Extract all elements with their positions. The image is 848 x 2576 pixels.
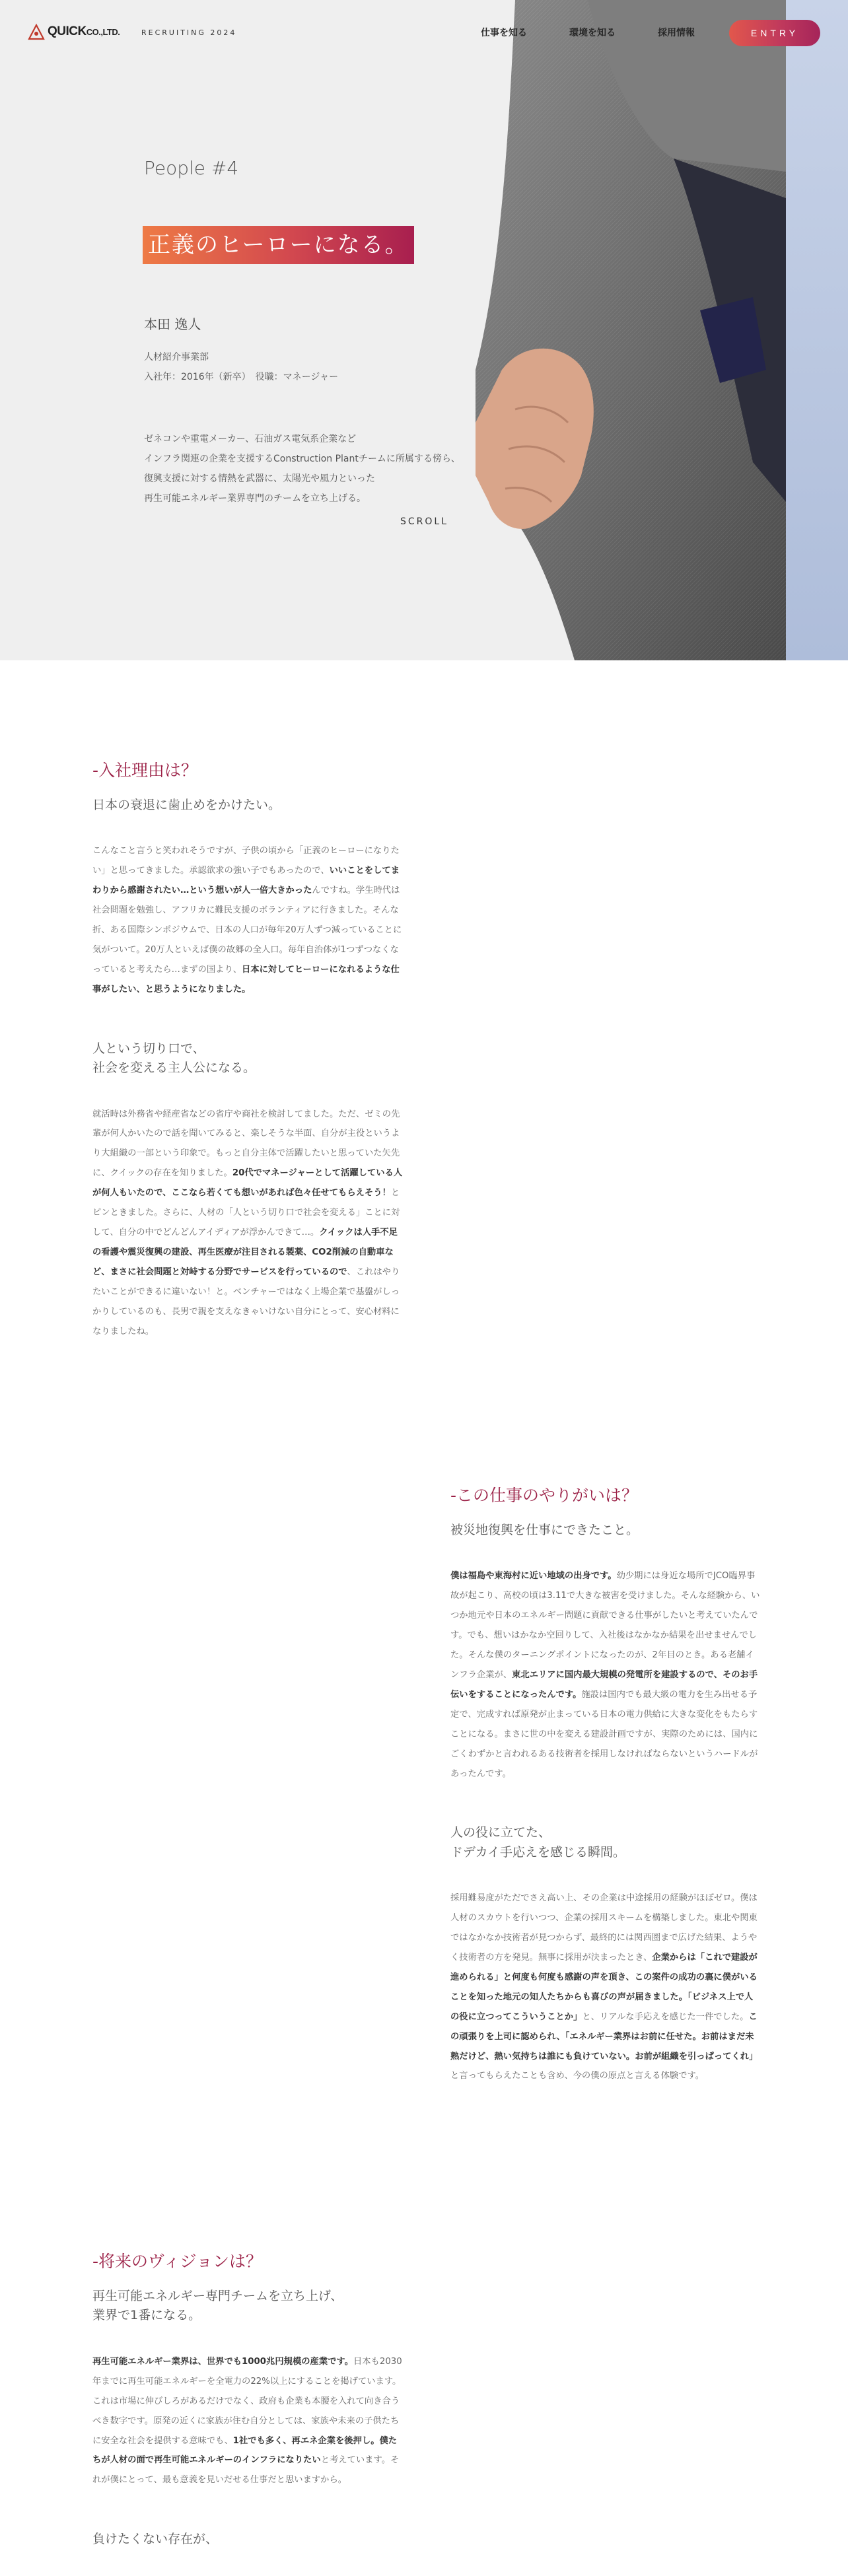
hero-desc-line: インフラ関連の企業を支援するConstruction Plantチームに所属する傍ら、 (144, 454, 460, 465)
nav-item-environment[interactable]: 環境を知る (569, 28, 616, 38)
hero-description (144, 429, 474, 508)
section-subheading (92, 2287, 403, 2326)
section-heading: -将来のヴィジョンは？ (92, 2252, 263, 2271)
hero-title: 正義のヒーローになる。 (143, 226, 414, 264)
section-subheading (92, 1039, 403, 1078)
emphasis-text: 企業からは「これで建設が進められる」と何度も何度も感謝の声を頂き、この案件の成功の裏に僕がいることを知った地元の知人たちからも喜びの声が届きました。「ビジネス上で人の役に立つってこういうことか」 (450, 1953, 758, 2022)
nav-item-recruit-info[interactable]: 採用情報 (658, 28, 695, 38)
logo-mark-icon (28, 23, 45, 40)
section-body (92, 2352, 403, 2490)
body-segment: 施設は国内でも最大級の電力を生み出せる予定で、完成すれば原発が止まっている日本の電力供給に大きな変化をもたらすことになる。まさに世の中を変える建設計画ですが、実際のためには、国内にごくわずかと言われるある技術者を採用しなければならないというハードルがあったんです。 (450, 1689, 758, 1779)
body-segment: と言ってもらえたことも含め、今の僕の原点と言える体験です。 (450, 2071, 705, 2081)
hero-desc-line: 再生可能エネルギー業界専門のチームを立ち上げる。 (144, 493, 366, 505)
hero-desc-line: 復興支援に対する情熱を武器に、太陽光や風力といった (144, 473, 375, 485)
section-rewarding (450, 1482, 761, 2126)
body-segment: とピンときました。さらに、人材の「人という切り口で社会を変える」ことに対して、自分の中でどんどんアイディアが浮かんできて…。 (92, 1188, 400, 1237)
body-segment: 就活時は外務省や経産省などの省庁や商社を検討してました。ただ、ゼミの先輩が何人かいたので話を聞いてみると、楽しそうな半面、自分が主役というより大組織の一部という印象で。もっと自分主体で活躍したいと思っていた矢先に、クイックの存在を知りました。 (92, 1109, 400, 1179)
site-header (0, 0, 848, 66)
section-body (92, 1105, 403, 1342)
person-name: 本田 逸人 (144, 316, 201, 332)
emphasis-text: この頑張りを上司に認められ、「エネルギー業界はお前に任せた。お前はまだ未熟だけど、熱い気持ちは誰にも負けていない。お前が組織を引っぱってくれ」 (450, 2011, 758, 2062)
section-subheading: 日本の衰退に歯止めをかけたい。 (92, 798, 281, 812)
subheading-line: 人の役に立てた、 (450, 1825, 551, 1840)
body-segment: と考えています。それが僕にとって、最も意義を見いだせる仕事だと思いますから。 (92, 2455, 400, 2486)
emphasis-text: いいことをしてまわりから感謝されたい…という想いが人一倍大きかった (92, 866, 400, 896)
section-subheading: 負けたくない存在が、 (92, 2532, 219, 2547)
entry-button[interactable]: ENTRY (729, 20, 820, 46)
person-meta: 入社年：2016年（新卒） 役職：マネージャー (144, 372, 339, 382)
body-segment: 、これはやりたいことができるに違いない！と。ベンチャーではなく上場企業で基盤がしっかりしているのも、長男で親を支えなきゃいけない自分にとって、安心材料になりましたね。 (92, 1267, 400, 1337)
logo-main: QUICK (48, 24, 87, 38)
section-body (450, 1889, 761, 2086)
body-segment: こんなこと言うと笑われそうですが、子供の頃から「正義のヒーローになりたい」と思ってきました。承認欲求の強い子でもあったので、 (92, 846, 400, 876)
subheading-line: 社会を変える主人公になる。 (92, 1061, 256, 1076)
global-nav (481, 25, 737, 41)
subheading-line: 再生可能エネルギー専門チームを立ち上げ、 (92, 2289, 343, 2303)
nav-item-work[interactable]: 仕事を知る (481, 28, 527, 38)
logo-suffix: CO.,LTD. (86, 27, 120, 37)
hero-section (0, 0, 848, 660)
section-heading: -入社理由は？ (92, 761, 198, 780)
subheading-line: 業界で1番になる。 (92, 2308, 201, 2323)
emphasis-text: 東北エリアに国内最大規模の発電所を建設するので、そのお手伝いをすることになったんです。 (450, 1669, 758, 1700)
body-segment: 幼少期には身近な場所でJCO臨界事故が起こり、高校の頃は3.11で大きな被害を受けました。そんな経験から、いつか地元や日本のエネルギー問題に貢献できる仕事がしたいと考えていたんです。でも、想いはかなか空回りして、入社後はなかなか結果を出せませんでした。そんな僕のターニングポイントになったのが、2年目のとき。ある老舗インフラ企業が、 (450, 1571, 760, 1680)
section-subheading: 被災地復興を仕事にできたこと。 (450, 1523, 639, 1537)
section-subheading (450, 1823, 761, 1862)
hero-desc-line: ゼネコンや重電メーカー、石油ガス電気系企業など (144, 434, 357, 444)
emphasis-text: 20代でマネージャーとして活躍している人が何人もいたので、ここなら若くても想いがあれば色々任せてもらえそう！ (92, 1168, 403, 1199)
people-number: People #4 (144, 157, 239, 179)
scroll-indicator[interactable]: SCROLL (400, 516, 449, 527)
emphasis-text: 日本に対してヒーローになれるような仕事がしたい、と思うようになりました。 (92, 964, 400, 994)
subheading-line: ドデカイ手応えを感じる瞬間。 (450, 1844, 626, 1860)
body-segment: 日本も2030年までに再生可能エネルギーを全電力の22%以上にすることを掲げています。これは市場に伸びしろがあるだけでなく、政府も企業も本腰を入れて向き合うべき数字です。原発の近くに家族が住む自分としては、家族や未来の子供たちに安全な社会を提供する意味でも、 (92, 2356, 402, 2446)
section-vision (92, 2248, 403, 2576)
hero-photo (476, 0, 848, 660)
logo-text (48, 24, 120, 39)
person-department: 人材紹介事業部 (144, 352, 209, 363)
body-segment: んですね。学生時代は社会問題を勉強し、アフリカに難民支援のボランティアに行きました。そんな折、ある国際シンポジウムで、日本の人口が毎年20万人ずつ減っていることに気がついて。20万人といえば僕の故郷の全人口。毎年自治体が1つずつなくなっていると考えたら…まずの国より、 (92, 886, 402, 975)
section-body (450, 1566, 761, 1784)
section-body (92, 841, 403, 999)
body-segment: と、リアルな手応えを感じた一件でした。 (582, 2011, 749, 2022)
emphasis-text: クイックは人手不足の看護や震災復興の建設、再生医療が注目される製薬、CO2削減の自動車など、まさに社会問題と対峙する分野でサービスを行っているので (92, 1228, 398, 1277)
emphasis-text: 再生可能エネルギー業界は、世界でも1000兆円規模の産業です。 (92, 2356, 353, 2367)
company-logo[interactable] (28, 20, 120, 44)
subheading-line: 人という切り口で、 (92, 1041, 205, 1056)
body-segment: 採用難易度がただでさえ高い上、その企業は中途採用の経験がほぼゼロ。僕は人材のスカウトを行いつつ、企業の採用スキームを構築しました。東北や関東ではなかなか技術者が見つからず、最終的には関西圏まで広げた結果、ようやく技術者の方を発見。無事に採用が決まったとき、 (450, 1893, 758, 1963)
recruiting-label: RECRUITING 2024 (141, 28, 237, 37)
section-heading: -この仕事のやりがいは？ (450, 1486, 639, 1505)
section-reason (92, 757, 403, 1381)
emphasis-text: 1社でも多く、再エネ企業を後押し。僕たちが人材の面で再生可能エネルギーのインフラになりたい (92, 2435, 398, 2466)
emphasis-text: 僕は福島や東海村に近い地域の出身です。 (450, 1571, 617, 1582)
